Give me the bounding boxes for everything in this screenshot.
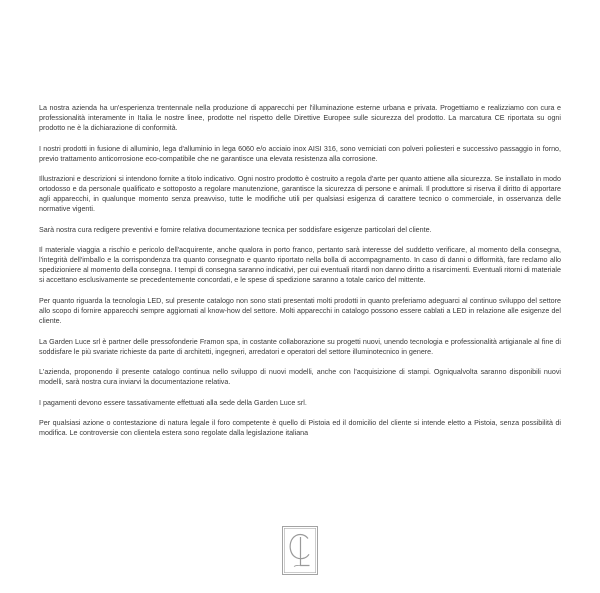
paragraph-payments: I pagamenti devono essere tassativamente effettuati alla sede della Garden Luce srl. [39, 398, 307, 407]
paragraph-quotes: Sarà nostra cura redigere preventivi e fornire relativa documentazione tecnica per soddisfare esigenze particolari del cliente. [39, 225, 432, 234]
paragraph-safety: Illustrazioni e descrizioni si intendono fornite a titolo indicativo. Ogni nostro prodotto è costruito a regola d'arte per quanto attiene alla sicurezza. Se installato in modo ortodosso e da personale qualificato e sottoposto a regolare manutenzione, garantisce la sicurezza di persone e animali. Il produttore si riserva il diritto di apportare agli apparecchi, in qualunque momento senza preavviso, tutte le modifiche utili per qualsiasi esigenza di carattere tecnico o commerciale, in osservanza delle normative vigenti. [39, 175, 561, 214]
paragraph-partnership: La Garden Luce srl è partner delle pressofonderie Framon spa, in costante collaborazione su progetti nuovi, unendo tecnologia e professionalità artigianale al fine di soddisfare le più svariate richieste da parte di architetti, ingegneri, arredatori e operatori del settore illuminotecnico in genere. [39, 337, 561, 356]
paragraph-shipping: Il materiale viaggia a rischio e pericolo dell'acquirente, anche qualora in porto franco, pertanto sarà interesse del suddetto verificare, al momento della consegna, l'integrità dell'imballo e la corrispondenza tra quanto consegnato e quanto riportato nella bolla di accompagnamento. In caso di danni o difformità, fare reclamo allo spedizioniere al momento della consegna. I tempi di consegna saranno indicativi, per cui eventuali ritardi non danno diritto a risarcimenti. Eventuali ritorni di materiale si accettano esclusivamente se precedentemente concordati, e le spese di spedizione saranno a totale carico del mittente. [39, 246, 561, 285]
garden-luce-monogram-icon [282, 526, 318, 575]
terms-text [39, 103, 561, 449]
paragraph-company-intro: La nostra azienda ha un'esperienza trentennale nella produzione di apparecchi per l'illuminazione esterne urbana e privata. Progettiamo e realizziamo con cura e professionalità interamente in Italia le nostre linee, prodotte nel rispetto delle Direttive Europee sulle sicurezza del prodotto. La marcatura CE riportata su ogni prodotto ne è la dichiarazione di conformità. [39, 104, 561, 132]
paragraph-new-models: L'azienda, proponendo il presente catalogo continua nello sviluppo di nuovi modelli, anche con l'acquisizione di stampi. Ogniqualvolta saranno disponibili nuovi modelli, sarà nostra cura inviarvi la documentazione relativa. [39, 368, 561, 387]
paragraph-materials: I nostri prodotti in fusione di alluminio, lega d'alluminio in lega 6060 e/o acciaio inox AISI 316, sono verniciati con polveri poliesteri e successivo passaggio in forno, previo trattamento anticorrosione eco-compatibile che ne garantisce una elevata resistenza alla corrosione. [39, 144, 561, 163]
paragraph-led: Per quanto riguarda la tecnologia LED, sul presente catalogo non sono stati presentati molti prodotti in quanto preferiamo adeguarci al continuo sviluppo del settore allo scopo di fornire apparecchi sempre aggiornati al know-how del settore. Molti apparecchi in catalogo possono essere cablati a LED in relazione alle esigenze del cliente. [39, 296, 561, 325]
paragraph-legal: Per qualsiasi azione o contestazione di natura legale il foro competente è quello di Pistoia ed il domicilio del cliente si intende eletto a Pistoia, senza possibilità di modifica. Le controversie con clientela estera sono regolate dalla legislazione italiana [39, 419, 561, 438]
